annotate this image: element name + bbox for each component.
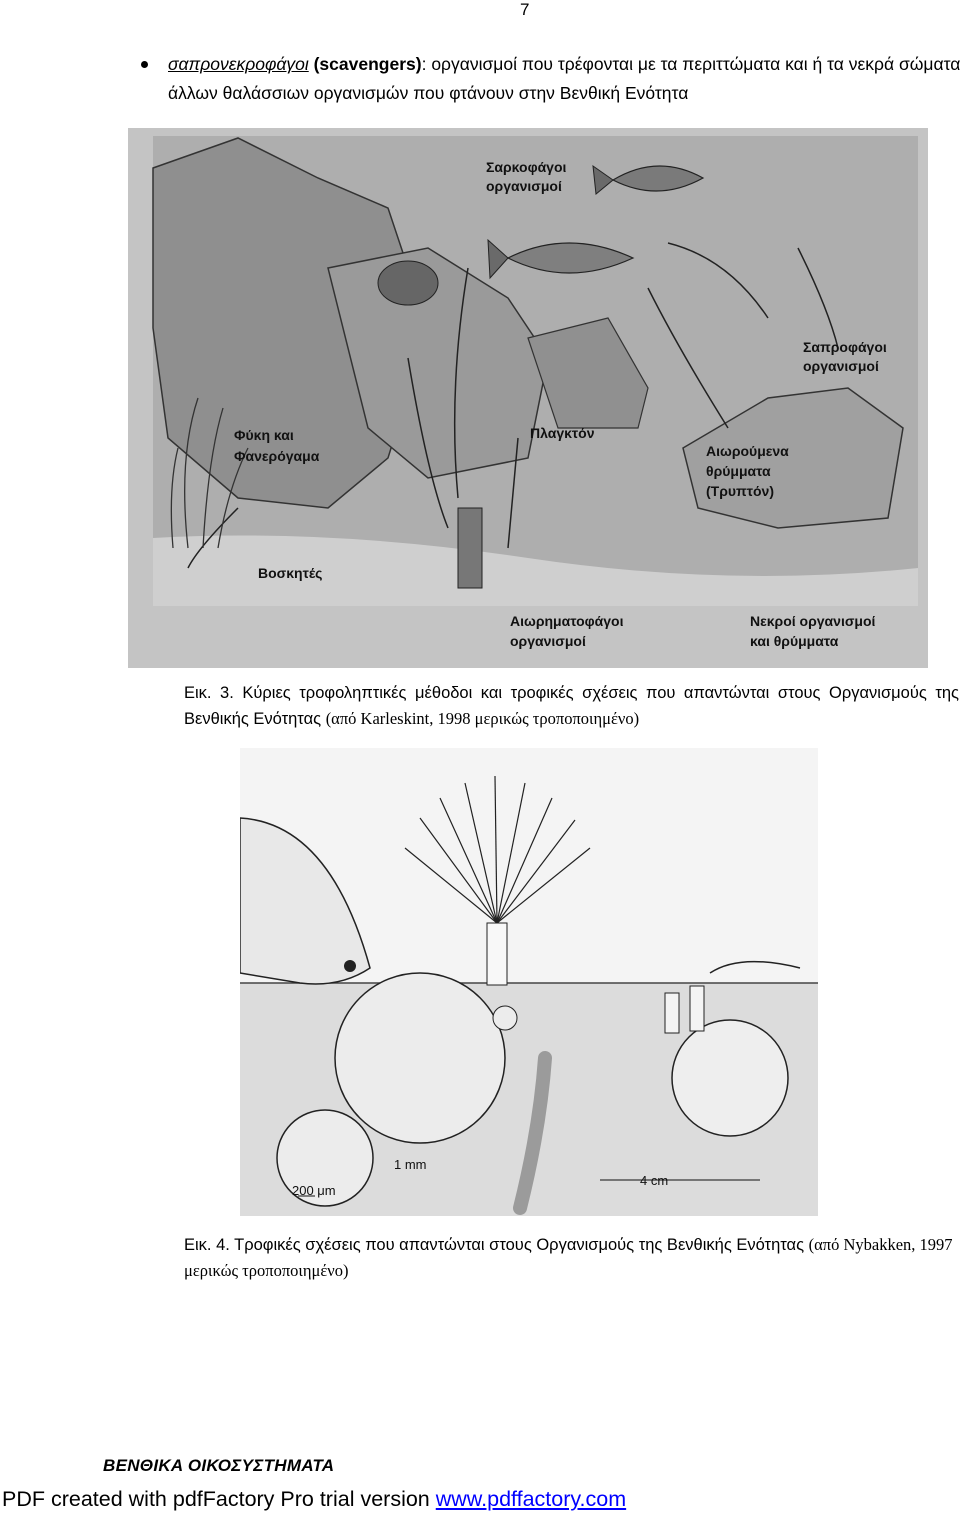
caption-3-label: Εικ. 3.: [184, 684, 234, 702]
label-suspension-2: οργανισμοί: [510, 633, 586, 649]
label-carnivores-2: οργανισμοί: [486, 178, 562, 194]
figure-3-svg: [128, 128, 928, 668]
figure-4-svg: [240, 748, 818, 1216]
label-dead-2: και θρύμματα: [750, 633, 839, 649]
label-grazers: Βοσκητές: [258, 565, 323, 581]
caption-3-text: Κύριες τροφοληπτικές μέθοδοι και τροφικές σχέσεις που απαντώνται στους Οργανισμούς της Βενθικής Ενότητας: [184, 684, 959, 728]
pdf-creator-note: [2, 1487, 626, 1512]
page-number: 7: [520, 0, 530, 19]
bullet-paragraph: [141, 50, 960, 108]
label-detritus-2: θρύμματα: [706, 463, 771, 479]
caption-3-source: (από Karleskint, 1998 μερικώς τροποποιημένο): [325, 709, 640, 728]
scavengers-term-en: (scavengers): [313, 54, 422, 74]
figure-4-illustration: [240, 748, 818, 1216]
label-dead-1: Νεκροί οργανισμοί: [750, 613, 876, 629]
label-detritus-1: Αιωρούμενα: [706, 443, 789, 459]
label-detritus-3: (Τρυπτόν): [706, 483, 774, 499]
scavengers-definition: : οργανισμοί που τρέφονται με τα περιττώματα και ή τα νεκρά σώματα άλλων θαλάσσιων οργανισμών που φτάνουν στην Βενθική Ενότητα: [168, 54, 960, 103]
bullet-icon: [141, 61, 148, 68]
label-plankton: Πλαγκτόν: [530, 425, 595, 441]
label-saprophages-2: οργανισμοί: [803, 358, 879, 374]
scavengers-term: σαπρονεκροφάγοι: [168, 54, 309, 74]
label-carnivores-1: Σαρκοφάγοι: [486, 159, 567, 175]
caption-figure-4: [184, 1232, 959, 1284]
caption-4-text: Τροφικές σχέσεις που απαντώνται στους Οργανισμούς της Βενθικής Ενότητας: [234, 1236, 805, 1254]
scale-1mm: 1 mm: [394, 1157, 427, 1172]
scale-4cm: 4 cm: [640, 1173, 669, 1188]
scale-200um: 200 μm: [292, 1183, 336, 1198]
label-suspension-1: Αιωρηματοφάγοι: [510, 613, 624, 629]
bullet-text: [168, 50, 960, 108]
label-saprophages-1: Σαπροφάγοι: [803, 339, 887, 355]
label-algae-1: Φύκη και: [234, 427, 294, 443]
footer-title: ΒΕΝΘΙΚΑ ΟΙΚΟΣΥΣΤΗΜΑΤΑ: [103, 1456, 335, 1475]
caption-4-source-2: μερικώς τροποποιημένο): [184, 1261, 349, 1280]
pdffactory-link[interactable]: www.pdffactory.com: [435, 1487, 627, 1511]
caption-4-label: Εικ. 4.: [184, 1236, 230, 1254]
pdf-prefix: PDF created with pdfFactory Pro trial version: [2, 1487, 436, 1511]
caption-figure-3: [184, 680, 959, 732]
caption-4-source-1: (από Nybakken, 1997: [808, 1235, 953, 1254]
label-algae-2: Φανερόγαμα: [234, 448, 320, 464]
figure-3-illustration: [128, 128, 928, 668]
